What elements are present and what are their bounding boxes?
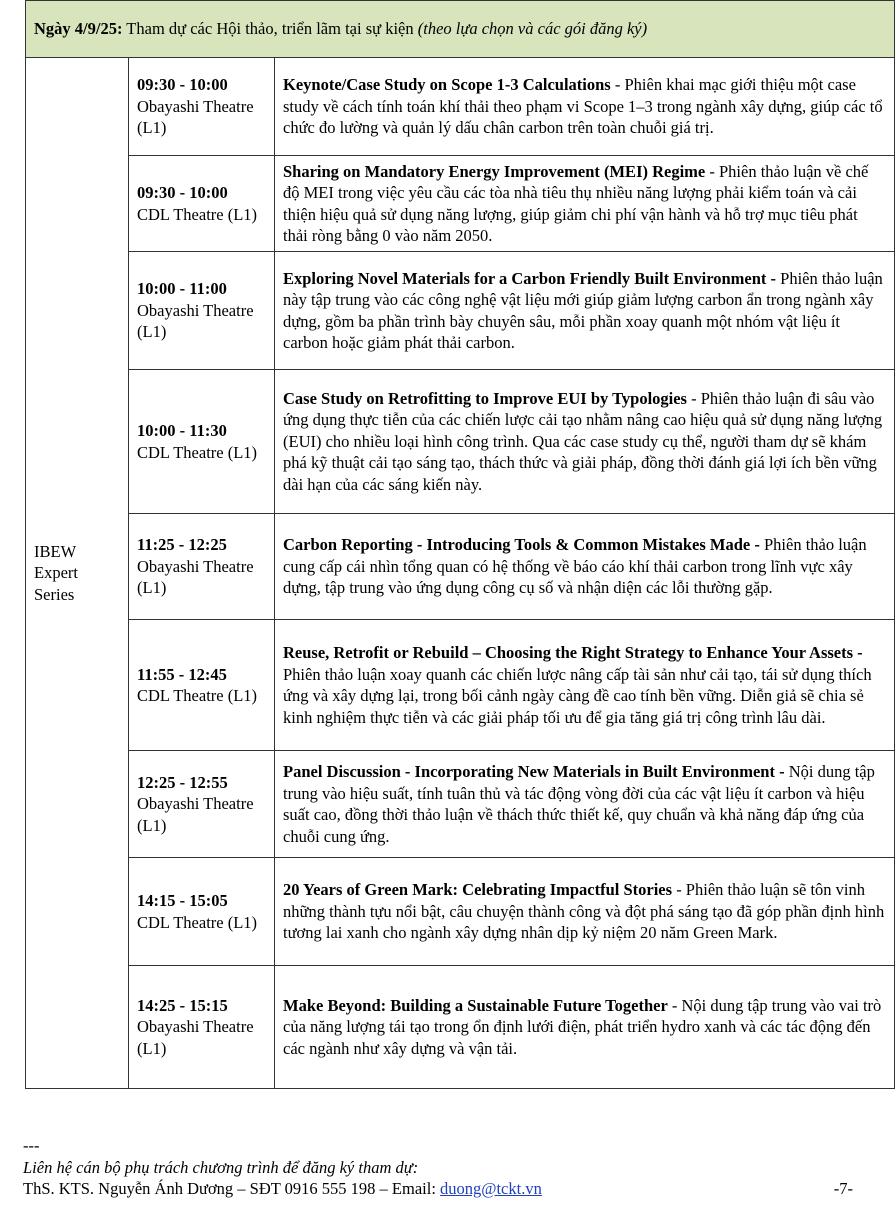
time-cell — [129, 156, 275, 252]
description-cell — [275, 966, 895, 1089]
session-description: - Phiên khai mạc giới thiệu một case study về cách tính toán khí thải theo phạm vi Scope 1–3 trong ngành xây dựng, giúp các tổ chức đo lường và quản lý dấu chân carbon trên toàn chuỗi giá trị. — [283, 75, 883, 138]
series-cell — [26, 58, 129, 1089]
header-text: Tham dự các Hội thảo, triển lãm tại sự kiện — [122, 19, 418, 39]
session-description: Nội dung tập trung vào hiệu suất, tính tuân thủ và tác động vòng đời của các vật liệu ít carbon và hiệu suất cao, đồng thời thảo luận về thách thức thiết kế, quy chuẩn và khả năng đáp ứng của chuỗi cung ứng. — [283, 762, 875, 846]
session-venue: CDL Theatre (L1) — [137, 912, 258, 932]
session-title: Case Study on Retrofitting to Improve EUI by Typologies — [283, 388, 687, 408]
time-cell — [129, 751, 275, 858]
session-venue: Obayashi Theatre (L1) — [137, 556, 254, 598]
session-row — [26, 514, 895, 620]
contact-text: ThS. KTS. Nguyễn Ánh Dương – SĐT 0916 555 198 – Email: — [23, 1179, 441, 1198]
description-cell — [275, 252, 895, 370]
header-note: (theo lựa chọn và các gói đăng ký) — [417, 19, 648, 39]
time-cell — [129, 620, 275, 751]
time-cell — [129, 252, 275, 370]
footer-separator: --- — [23, 1136, 40, 1155]
session-venue: CDL Theatre (L1) — [137, 204, 258, 224]
header-date: Ngày 4/9/25: — [34, 19, 123, 39]
session-row — [26, 252, 895, 370]
session-row — [26, 966, 895, 1089]
session-description: - Nội dung tập trung vào vai trò của năng lượng tái tạo trong ổn định lưới điện, phát triển hydro xanh và các tác động đến các ngành như xây dựng và vận tải. — [283, 995, 882, 1058]
session-row — [26, 370, 895, 514]
session-time: 09:30 - 10:00 — [137, 183, 228, 202]
page-footer — [23, 1135, 853, 1200]
session-venue: CDL Theatre (L1) — [137, 442, 258, 462]
description-cell — [275, 156, 895, 252]
session-venue: Obayashi Theatre (L1) — [137, 300, 254, 342]
session-time: 10:00 - 11:00 — [137, 279, 227, 299]
series-label: IBEW Expert Series — [34, 541, 78, 604]
time-cell — [129, 966, 275, 1089]
description-cell — [275, 751, 895, 858]
email-link[interactable]: duong@tckt.vn — [440, 1179, 542, 1198]
session-venue: Obayashi Theatre (L1) — [137, 96, 254, 138]
day-header-cell — [26, 1, 895, 58]
time-cell — [129, 858, 275, 966]
session-venue: Obayashi Theatre (L1) — [137, 794, 254, 835]
session-description: Phiên thảo luận xoay quanh các chiến lược nâng cấp tài sản như cải tạo, tái sử dụng thích ứng và xây dựng lại, trong bối cảnh ngày càng đề cao tính bền vững. Diễn giả sẽ chia sẻ kinh nghiệm thực tiễn và các giải pháp tối ưu để gia tăng giá trị công trình lâu dài. — [283, 664, 872, 727]
schedule-table — [25, 0, 895, 1089]
session-title: Panel Discussion - Incorporating New Materials in Built Environment - — [283, 762, 785, 781]
session-time: 14:15 - 15:05 — [137, 891, 228, 910]
session-time: 11:55 - 12:45 — [137, 664, 227, 684]
description-cell — [275, 858, 895, 966]
session-description: - Phiên thảo luận về chế độ MEI trong việc yêu cầu các tòa nhà tiêu thụ nhiều năng lượng phải kiểm toán và cải thiện hiệu quả sử dụng năng lượng, giúp giảm chi phí vận hành và hỗ trợ mục tiêu phát thải ròng bằng 0 vào năm 2050. — [283, 161, 869, 245]
session-description: Phiên thảo luận cung cấp cái nhìn tổng quan có hệ thống về báo cáo khí thải carbon trong lĩnh vực xây dựng, tập trung vào ứng dụng công cụ số và nhận diện các lỗi thường gặp. — [283, 535, 867, 598]
contact-line — [23, 1178, 853, 1200]
time-cell — [129, 514, 275, 620]
session-description: Phiên thảo luận này tập trung vào các công nghệ vật liệu mới giúp giảm lượng carbon ẩn trong ngành xây dựng, gồm ba phần trình bày chuyên sâu, mỗi phần xoay quanh một nhóm vật liệu ít carbon hoặc giảm phát thải carbon. — [283, 268, 883, 352]
session-title: Keynote/Case Study on Scope 1-3 Calculations — [283, 75, 611, 95]
session-row — [26, 858, 895, 966]
session-time: 10:00 - 11:30 — [137, 421, 227, 440]
description-cell — [275, 370, 895, 514]
session-title: Sharing on Mandatory Energy Improvement (MEI) Regime — [283, 161, 706, 181]
contact-note: Liên hệ cán bộ phụ trách chương trình để đăng ký tham dự: — [23, 1157, 419, 1177]
session-row — [26, 156, 895, 252]
session-description: - Phiên thảo luận đi sâu vào ứng dụng thực tiễn của các chiến lược cải tạo nhằm nâng cao hiệu quả sử dụng năng lượng (EUI) cho nhiều loại hình công trình. Qua các case study cụ thể, người tham dự sẽ khám phá kỹ thuật cải tạo sáng tạo, thách thức và giải pháp, đồng thời đánh giá lợi ích bền vững dài hạn của các sáng kiến này. — [283, 388, 883, 494]
session-title: Make Beyond: Building a Sustainable Future Together — [283, 995, 668, 1015]
session-title: Reuse, Retrofit or Rebuild – Choosing the Right Strategy to Enhance Your Assets - — [283, 643, 863, 662]
session-title: Carbon Reporting - Introducing Tools & Common Mistakes Made - — [283, 535, 760, 555]
description-cell — [275, 514, 895, 620]
session-row — [26, 620, 895, 751]
session-row — [26, 751, 895, 858]
session-venue: CDL Theatre (L1) — [137, 686, 258, 705]
session-venue: Obayashi Theatre (L1) — [137, 1017, 254, 1058]
session-time: 11:25 - 12:25 — [137, 535, 227, 555]
session-time: 09:30 - 10:00 — [137, 75, 228, 95]
time-cell — [129, 370, 275, 514]
description-cell — [275, 620, 895, 751]
description-cell — [275, 58, 895, 156]
session-description: - Phiên thảo luận sẽ tôn vinh những thành tựu nổi bật, câu chuyện thành công và đột phá sáng tạo đã góp phần định hình tương lai xanh cho ngành xây dựng nhân dịp kỷ niệm 20 năm Green Mark. — [283, 880, 885, 943]
session-row — [26, 58, 895, 156]
page-number: -7- — [833, 1179, 853, 1198]
session-time: 14:25 - 15:15 — [137, 995, 228, 1015]
day-header-row — [26, 1, 895, 58]
session-time: 12:25 - 12:55 — [137, 772, 228, 792]
session-title: 20 Years of Green Mark: Celebrating Impactful Stories — [283, 880, 673, 900]
time-cell — [129, 58, 275, 156]
session-title: Exploring Novel Materials for a Carbon Friendly Built Environment - — [283, 268, 777, 288]
